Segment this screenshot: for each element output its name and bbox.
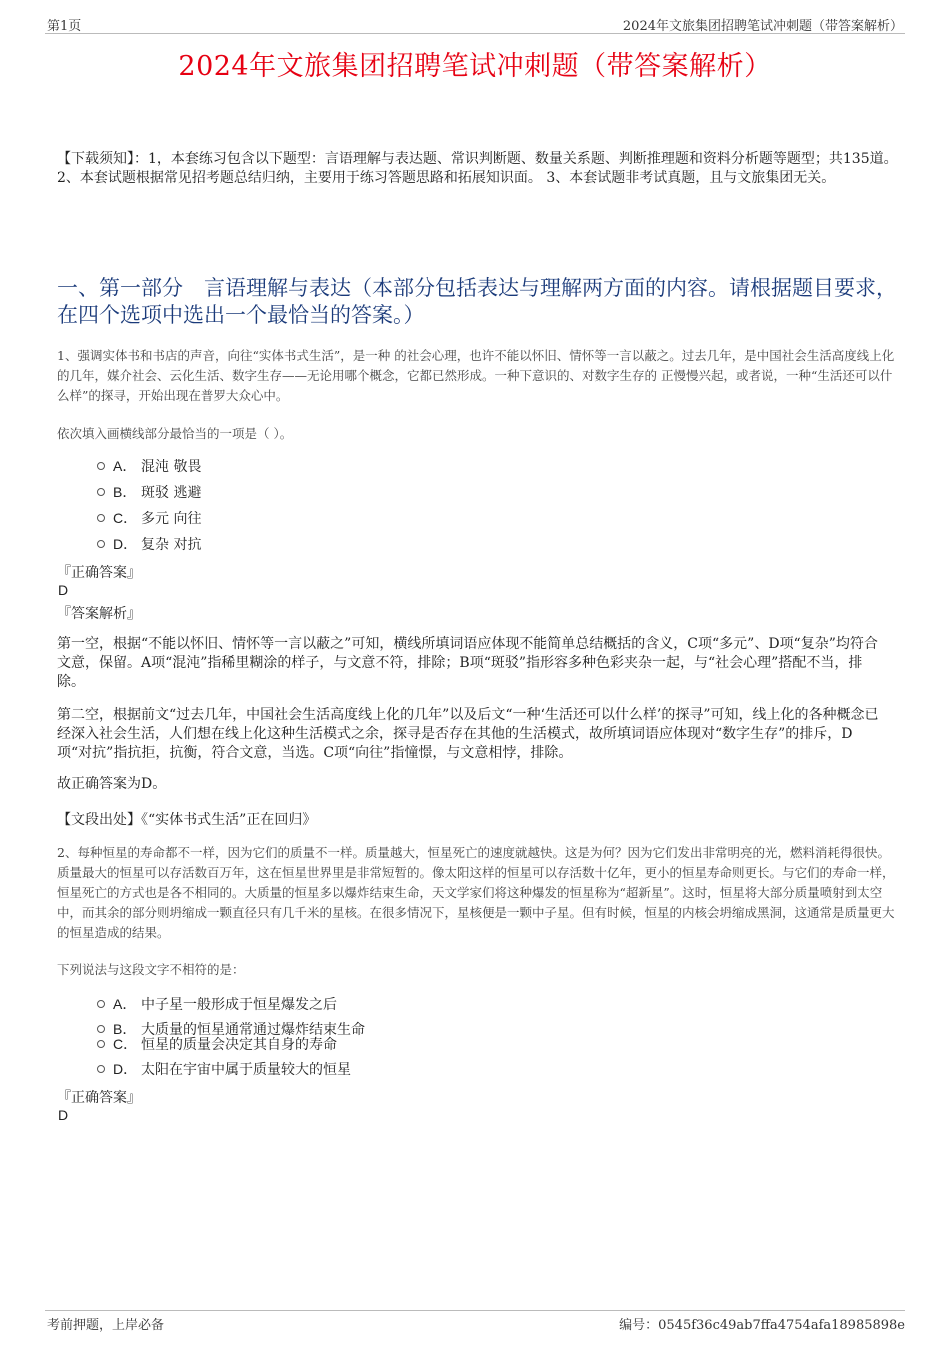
question-1-option-b[interactable] [97,483,201,501]
question-2-answer-label: 『正确答案』 [57,1090,141,1106]
question-1-analysis-3: 故正确答案为D。 [57,776,167,792]
option-text: 恒星的质量会决定其自身的寿命 [141,1037,337,1053]
question-2-answer: D [58,1107,69,1123]
document-title: 2024年文旅集团招聘笔试冲刺题（带答案解析） [178,51,772,82]
option-text: 复杂 对抗 [141,537,202,553]
section-heading: 一、第一部分 言语理解与表达（本部分包括表达与理解两方面的内容。请根据题目要求，在四个选项中选出一个最恰当的答案。） [57,276,897,327]
option-text: 太阳在宇宙中属于质量较大的恒星 [141,1062,351,1078]
question-1-answer-label: 『正确答案』 [57,565,141,581]
footer-doc-id: 编号：0545f36c49ab7ffa4754afa18985898e [619,1318,905,1333]
radio-icon[interactable] [97,1040,105,1048]
question-1-source: 【文段出处】《“实体书式生活”正在回归》 [57,812,317,828]
question-1-stem: 1、强调实体书和书店的声音，向往“实体书式生活”，是一种 的社会心理，也许不能以怀旧、情怀等一言以蔽之。过去几年，是中国社会生活高度线上化的几年，媒介社会、云化生活、数字生存——无论用哪个概念，它都已然形成。一种下意识的、对数字生存的 正慢慢兴起，或者说，一种“生活还可以什么样”的探寻，开始出现在普罗大众心中。 [57,348,895,403]
option-text: 混沌 敬畏 [141,459,202,475]
page-number: 第1页 [47,19,82,34]
footer-slogan: 考前押题，上岸必备 [47,1318,165,1333]
radio-icon[interactable] [97,1065,105,1073]
question-2-option-a[interactable] [97,995,337,1013]
question-1-analysis-1: 第一空，根据“不能以怀旧、情怀等一言以蔽之”可知，横线所填词语应体现不能简单总结概括的含义，C项“多元”、D项“复杂”均符合文意，保留。A项“混沌”指稀里糊涂的样子，与文意不符，排除；B项“斑驳”指形容多种色彩夹杂一起，与“社会心理”搭配不当，排除。 [57,636,878,690]
question-1-option-a[interactable] [97,457,201,475]
radio-icon[interactable] [97,540,105,548]
question-2-prompt: 下列说法与这段文字不相符的是： [57,962,245,977]
option-text: 斑驳 逃避 [141,485,202,501]
option-letter: B． [113,484,137,500]
question-1-option-d[interactable] [97,535,201,553]
option-letter: A． [113,458,137,474]
option-letter: C． [113,1036,138,1052]
option-text: 大质量的恒星通常通过爆炸结束生命 [141,1022,365,1038]
option-text: 多元 向往 [141,511,202,527]
download-notice: 【下载须知】：1，本套练习包含以下题型：言语理解与表达题、常识判断题、数量关系题、判断推理题和资料分析题等题型；共135道。 2、本套试题根据常见招考题总结归纳，主要用于练习答题思路和拓展知识面。 3、本套试题非考试真题，且与文旅集团无关。 [57,151,898,186]
radio-icon[interactable] [97,1025,105,1033]
question-2-option-c[interactable] [97,1035,337,1053]
question-1-analysis-2: 第二空，根据前文“过去几年，中国社会生活高度线上化的几年”以及后文“一种‘生活还可以什么样’的探寻”可知，线上化的各种概念已经深入社会生活，人们想在线上化这种生活模式之余，探寻是否存在其他的生活模式，故所填词语应体现对“数字生存”的排斥，D项“对抗”指抗拒，抗衡，符合文意，当选。C项“向往”指憧憬，与文意相悖，排除。 [57,707,879,761]
header-divider [45,33,905,34]
option-letter: D． [113,1061,138,1077]
question-1-analysis-label: 『答案解析』 [57,606,141,622]
option-letter: A． [113,996,137,1012]
option-letter: D． [113,536,138,552]
header-doc-title: 2024年文旅集团招聘笔试冲刺题（带答案解析） [622,19,903,34]
question-1-prompt: 依次填入画横线部分最恰当的一项是（ ）。 [57,426,293,441]
radio-icon[interactable] [97,462,105,470]
radio-icon[interactable] [97,1000,105,1008]
footer-divider [45,1310,905,1311]
question-2-option-d[interactable] [97,1060,351,1078]
radio-icon[interactable] [97,514,105,522]
question-1-option-c[interactable] [97,509,201,527]
radio-icon[interactable] [97,488,105,496]
question-2-stem: 2、每种恒星的寿命都不一样，因为它们的质量不一样。质量越大，恒星死亡的速度就越快。这是为何？因为它们发出非常明亮的光，燃料消耗得很快。质量最大的恒星可以存活数百万年，这在恒星世界里是非常短暂的。像太阳这样的恒星可以存活数十亿年，更小的恒星寿命则更长。与它们的寿命一样，恒星死亡的方式也是各不相同的。大质量的恒星多以爆炸结束生命，天文学家们将这种爆发的恒星称为“超新星”。这时，恒星将大部分质量喷射到太空中，而其余的部分则坍缩成一颗直径只有几千米的星核。在很多情况下，星核便是一颗中子星。但有时候，恒星的内核会坍缩成黑洞，这通常是质量更大的恒星造成的结果。 [57,845,895,940]
option-letter: C． [113,510,138,526]
option-text: 中子星一般形成于恒星爆发之后 [141,997,337,1013]
question-1-answer: D [58,582,69,598]
option-letter: B． [113,1021,137,1037]
